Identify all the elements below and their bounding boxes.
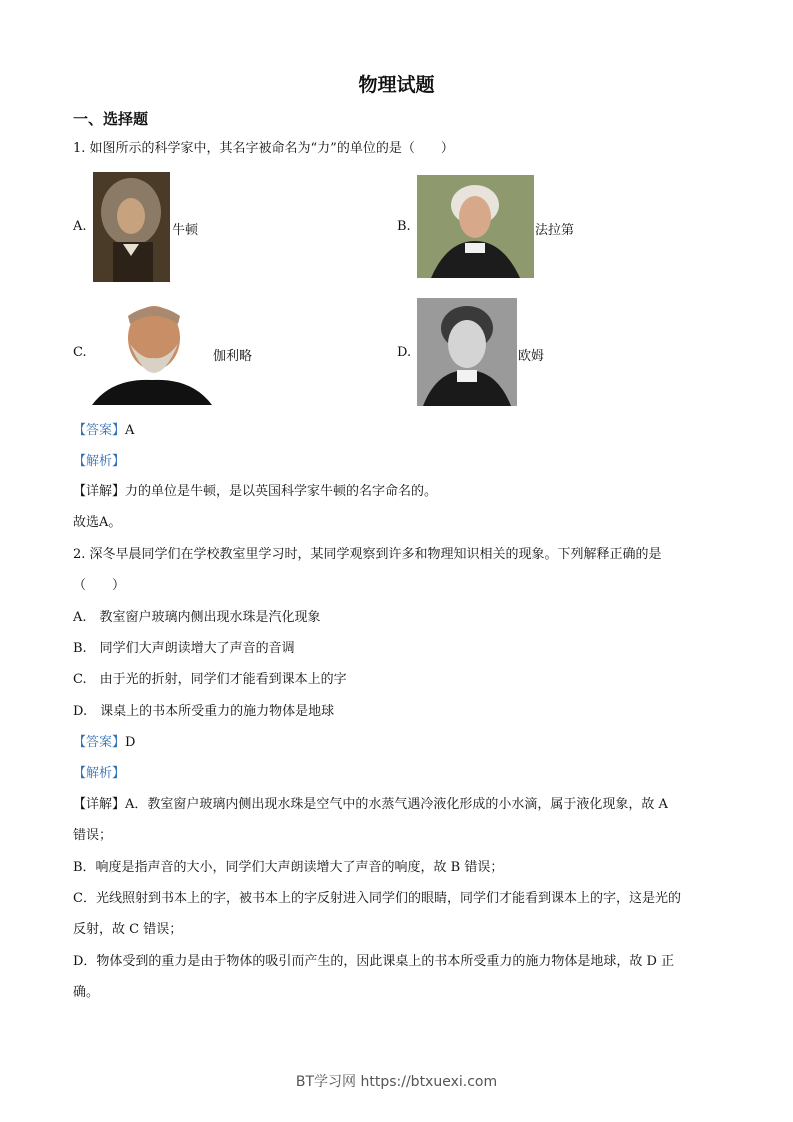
- q2-answer-value: D: [125, 735, 136, 750]
- q2-detail-line-2: 错误；: [73, 828, 113, 843]
- q2-stem-line-1: 2. 深冬早晨同学们在学校教室里学习时，某同学观察到许多和物理知识相关的现象。下列解释正确的是: [73, 547, 662, 562]
- newton-portrait: [93, 172, 170, 282]
- q1-detail-tag: 【详解】: [73, 484, 126, 499]
- q2-option-c: C. 由于光的折射，同学们才能看到课本上的字: [73, 672, 347, 687]
- q2-answer-tag: 【答案】: [73, 735, 126, 750]
- q1-detail-text: 力的单位是牛顿，是以英国科学家牛顿的名字命名的。: [125, 484, 438, 499]
- q1-option-a-letter: A.: [73, 219, 87, 234]
- q1-option-b-name: 法拉第: [535, 223, 575, 238]
- q2-answer-line: [73, 733, 135, 753]
- section-heading: 一、选择题: [73, 110, 149, 128]
- q1-conclusion: 故选A。: [73, 515, 122, 530]
- q1-analysis-tag: 【解析】: [73, 454, 126, 469]
- q2-detail-line-3: B．响度是指声音的大小，同学们大声朗读增大了声音的响度，故 B 错误；: [73, 860, 504, 875]
- q2-detail-line-1: [73, 795, 668, 815]
- q2-detail-line-4: C．光线照射到书本上的字，被书本上的字反射进入同学们的眼睛，同学们才能看到课本上的字，这是光的: [73, 891, 681, 906]
- ohm-portrait: [417, 298, 517, 406]
- q2-detail-line-5: 反射，故 C 错误；: [73, 922, 183, 937]
- q1-option-d-name: 欧姆: [518, 349, 545, 364]
- q2-detail-tag: 【详解】: [73, 797, 126, 812]
- q1-option-c-letter: C.: [73, 345, 87, 360]
- q1-detail-line: [73, 482, 437, 502]
- q1-answer-line: [73, 421, 134, 441]
- q1-option-d-letter: D.: [397, 345, 412, 360]
- q2-analysis-tag: 【解析】: [73, 766, 126, 781]
- q2-option-b: B. 同学们大声朗读增大了声音的音调: [73, 641, 295, 656]
- q2-stem-line-2: （ ）: [73, 578, 126, 593]
- q2-option-a: A. 教室窗户玻璃内侧出现水珠是汽化现象: [73, 610, 321, 625]
- galileo-portrait: [92, 298, 212, 405]
- page-title: 物理试题: [358, 74, 435, 96]
- q1-stem: 1. 如图所示的科学家中，其名字被命名为“力”的单位的是（ ）: [73, 141, 454, 156]
- q2-option-d: D. 课桌上的书本所受重力的施力物体是地球: [73, 704, 335, 719]
- faraday-portrait: [417, 175, 534, 278]
- q2-detail-text-1: A．教室窗户玻璃内侧出现水珠是空气中的水蒸气遇冷液化形成的小水滴，属于液化现象，故 A: [125, 797, 668, 812]
- q1-option-c-name: 伽利略: [213, 349, 253, 364]
- q2-detail-line-6: D．物体受到的重力是由于物体的吸引而产生的，因此课桌上的书本所受重力的施力物体是地球，故 D 正: [73, 954, 675, 969]
- q1-answer-value: A: [125, 423, 135, 438]
- footer-watermark: BT学习网 https://btxuexi.com: [295, 1074, 498, 1090]
- q1-option-a-name: 牛顿: [172, 223, 199, 238]
- q1-answer-tag: 【答案】: [73, 423, 126, 438]
- q1-option-b-letter: B.: [397, 219, 411, 234]
- q2-detail-line-7: 确。: [73, 985, 100, 1000]
